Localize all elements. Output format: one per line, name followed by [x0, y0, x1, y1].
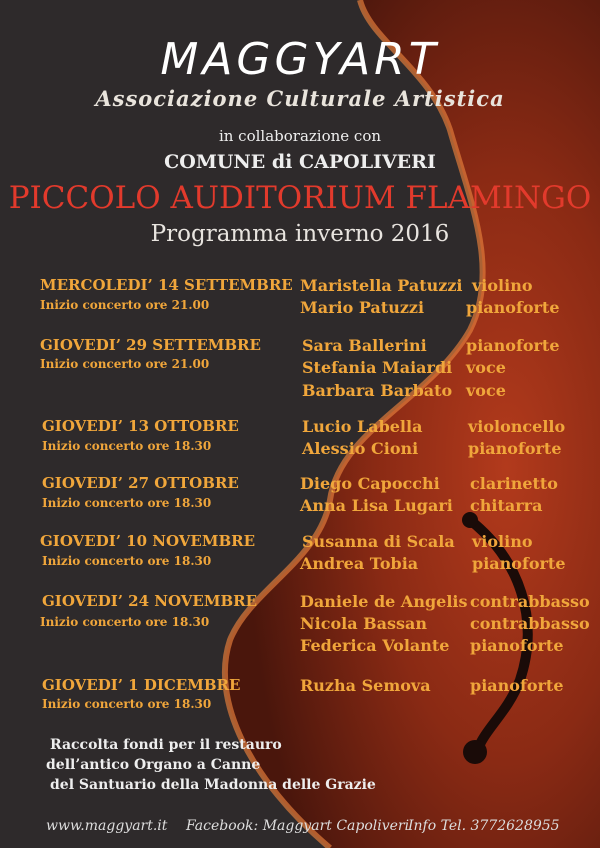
- brand-logo-text: MAGGYART: [160, 34, 440, 85]
- performer-name: Daniele de Angelis: [300, 592, 468, 611]
- performer-name: Diego Capocchi: [300, 474, 440, 493]
- concert-date: GIOVEDI’ 1 DICEMBRE: [42, 676, 241, 694]
- fundraising-line: Raccolta fondi per il restauro: [50, 737, 282, 753]
- performer-instrument: chitarra: [470, 496, 543, 515]
- page-title: PICCOLO AUDITORIUM FLAMINGO: [8, 180, 592, 216]
- concert-time: Inizio concerto ore 18.30: [42, 554, 212, 568]
- performer-name: Stefania Maiardi: [302, 358, 453, 377]
- performer-name: Mario Patuzzi: [300, 298, 425, 317]
- performer-instrument: pianoforte: [466, 298, 560, 317]
- concert-date: GIOVEDI’ 10 NOVEMBRE: [40, 532, 256, 550]
- performer-instrument: violino: [472, 532, 533, 551]
- performer-name: Alessio Cioni: [302, 439, 419, 458]
- concert-date: GIOVEDI’ 24 NOVEMBRE: [42, 592, 258, 610]
- concert-date: GIOVEDI’ 13 OTTOBRE: [42, 417, 239, 435]
- concert-time: Inizio concerto ore 18.30: [42, 439, 212, 453]
- page-subtitle: Programma inverno 2016: [150, 221, 450, 247]
- performer-name: Sara Ballerini: [302, 336, 427, 355]
- concert-time: Inizio concerto ore 18.30: [40, 615, 210, 629]
- performer-name: Nicola Bassan: [300, 614, 428, 633]
- performer-name: Susanna di Scala: [302, 532, 455, 551]
- performer-name: Andrea Tobia: [300, 554, 419, 573]
- performer-instrument: pianoforte: [470, 636, 564, 655]
- performer-name: Anna Lisa Lugari: [300, 496, 453, 515]
- facebook-text: Facebook: Maggyart Capoliveri: [186, 818, 410, 834]
- performer-instrument: pianoforte: [466, 336, 560, 355]
- fundraising-line: dell’antico Organo a Canne: [46, 757, 261, 773]
- performer-name: Lucio Labella: [302, 417, 423, 436]
- collab-text: in collaborazione con: [218, 127, 382, 145]
- performer-instrument: voce: [466, 358, 506, 377]
- performer-instrument: pianoforte: [470, 676, 564, 695]
- concert-date: GIOVEDI’ 29 SETTEMBRE: [40, 336, 261, 354]
- performer-name: Ruzha Semova: [300, 676, 431, 695]
- performer-instrument: pianoforte: [468, 439, 562, 458]
- concert-time: Inizio concerto ore 18.30: [42, 697, 212, 711]
- performer-instrument: violino: [472, 276, 533, 295]
- performer-instrument: violoncello: [468, 417, 566, 436]
- info-phone: Info Tel. 3772628955: [408, 818, 560, 834]
- comune-text: COMUNE di CAPOLIVERI: [164, 151, 436, 173]
- website-link[interactable]: www.maggyart.it: [46, 818, 168, 834]
- concert-date: MERCOLEDI’ 14 SETTEMBRE: [40, 276, 293, 294]
- performer-name: Federica Volante: [300, 636, 450, 655]
- performer-instrument: pianoforte: [472, 554, 566, 573]
- tagline: Associazione Culturale Artistica: [95, 86, 505, 111]
- fundraising-line: del Santuario della Madonna delle Grazie: [50, 777, 376, 793]
- performer-name: Barbara Barbato: [302, 381, 453, 400]
- performer-instrument: voce: [466, 381, 506, 400]
- concert-time: Inizio concerto ore 18.30: [42, 496, 212, 510]
- concert-time: Inizio concerto ore 21.00: [40, 357, 210, 371]
- performer-name: Maristella Patuzzi: [300, 276, 463, 295]
- performer-instrument: clarinetto: [470, 474, 558, 493]
- concert-date: GIOVEDI’ 27 OTTOBRE: [42, 474, 239, 492]
- performer-instrument: contrabbasso: [470, 614, 590, 633]
- performer-instrument: contrabbasso: [470, 592, 590, 611]
- concert-time: Inizio concerto ore 21.00: [40, 298, 210, 312]
